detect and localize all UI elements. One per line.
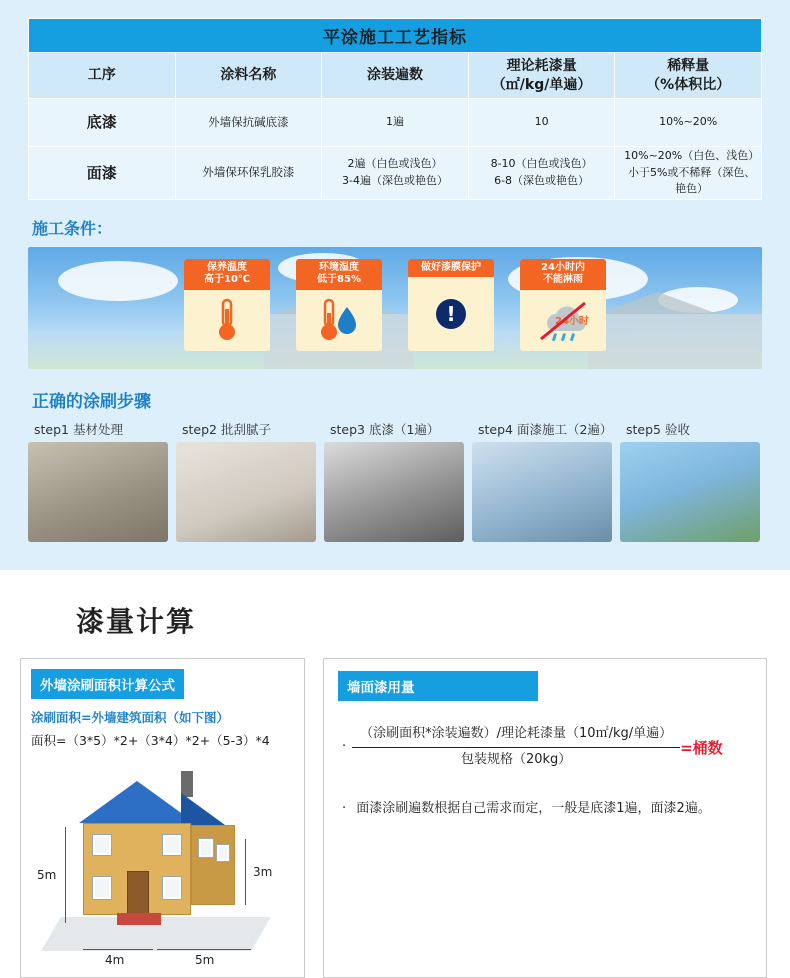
window — [163, 835, 181, 855]
col-header-consumption-line1: 理论耗漆量 — [506, 57, 577, 74]
exclamation-icon — [436, 277, 466, 351]
condition-caption — [184, 259, 270, 290]
spec-table — [28, 18, 762, 200]
col-header-dilution — [615, 53, 762, 99]
step-image-3-primer — [324, 442, 464, 542]
col-header-process: 工序 — [29, 53, 176, 99]
dim-bottom-width: 5m — [195, 953, 215, 967]
steps-image-row — [28, 442, 762, 542]
col-header-dilution-line1: 稀释量 — [667, 57, 710, 74]
cell-consumption-primer: 10 — [468, 99, 615, 147]
formula-result: =桶数 — [680, 738, 723, 757]
calc-title: 漆量计算 — [76, 605, 197, 638]
paint-quantity-box — [323, 658, 767, 978]
table-title-row — [29, 19, 762, 53]
cell-consumption-topcoat-line2: 6-8（深色或艳色） — [494, 173, 590, 187]
cell-name-primer: 外墙保抗碱底漆 — [175, 99, 322, 147]
cell-process-topcoat: 面漆 — [29, 147, 176, 200]
roof-front — [79, 781, 195, 823]
area-formula-dark: 面积=（3*5）*2+（3*4）*2+（5-3）*4 — [31, 733, 270, 748]
steps-label-row — [28, 420, 762, 438]
paint-quantity-head: 墙面漆用量 — [338, 671, 538, 701]
window — [163, 877, 181, 899]
cell-consumption-topcoat — [468, 147, 615, 200]
window — [93, 835, 111, 855]
condition-card-temperature — [184, 259, 270, 351]
entry-steps — [117, 913, 161, 925]
roof-side — [181, 793, 225, 825]
cell-dilution-topcoat-line1: 10%~20%（白色、浅色） — [624, 149, 760, 162]
table-title: 平涂施工工艺指标 — [29, 19, 762, 53]
conditions-heading: 施工条件： — [32, 218, 113, 238]
formula-fraction — [352, 724, 680, 771]
conditions-banner — [28, 247, 762, 369]
step-label-4: step4 面漆施工（2遍） — [478, 421, 613, 437]
step-image-1-substrate — [28, 442, 168, 542]
condition-caption — [296, 259, 382, 290]
condition-caption-line2: 不能淋雨 — [543, 274, 583, 285]
bullet-marker: · — [342, 800, 347, 816]
step-image-4-topcoat — [472, 442, 612, 542]
dim-line-right — [245, 839, 246, 905]
condition-caption-line2: 低于85% — [317, 274, 361, 285]
dim-line-front — [83, 949, 153, 950]
condition-caption-line1: 做好漆膜保护 — [421, 261, 481, 273]
col-header-coats: 涂装遍数 — [322, 53, 469, 99]
no-rain-badge-text: 24小时 — [555, 316, 589, 327]
formula-numerator: （涂刷面积*涂装遍数）/理论耗漆量（10㎡/kg/单遍） — [352, 724, 680, 748]
dim-left-height: 5m — [37, 868, 57, 882]
table-row — [29, 99, 762, 147]
col-header-consumption — [468, 53, 615, 99]
window — [93, 877, 111, 899]
door — [127, 871, 149, 915]
area-formula-box — [20, 658, 305, 978]
cell-dilution-topcoat — [615, 147, 762, 200]
cell-consumption-topcoat-line1: 8-10（白色或浅色） — [490, 157, 593, 171]
condition-card-no-rain — [520, 259, 606, 351]
dim-right-height: 3m — [253, 865, 273, 879]
condition-caption-line2: 高于10℃ — [203, 274, 251, 285]
cell-dilution-primer: 10%~20% — [615, 99, 762, 147]
col-header-dilution-line2: （%体积比） — [646, 76, 731, 93]
thermometer-icon — [214, 290, 240, 351]
condition-caption — [408, 259, 494, 278]
step-label-3: step3 底漆（1遍） — [330, 421, 440, 437]
exclamation-badge: ! — [436, 299, 466, 329]
paint-quantity-note-row — [342, 797, 752, 820]
dim-line-bottom — [157, 949, 251, 950]
bullet-marker: · — [342, 738, 347, 754]
no-rain-icon — [535, 290, 591, 351]
condition-card-humidity — [296, 259, 382, 351]
table-row — [29, 147, 762, 200]
cell-process-primer: 底漆 — [29, 99, 176, 147]
condition-caption-line1: 保养温度 — [207, 261, 247, 273]
step-image-2-putty — [176, 442, 316, 542]
house-diagram — [31, 753, 296, 968]
step-image-5-acceptance — [620, 442, 760, 542]
cell-dilution-topcoat-line2: 小于5%或不稀释（深色、 — [627, 165, 756, 179]
condition-caption — [520, 259, 606, 290]
calc-boxes — [20, 658, 770, 978]
paint-quantity-formula — [342, 724, 752, 771]
calculation-panel — [0, 570, 790, 978]
step-label-5: step5 验收 — [626, 421, 690, 437]
cell-coats-topcoat — [322, 147, 469, 200]
humidity-icon — [319, 290, 359, 351]
step-label-1: step1 基材处理 — [34, 421, 123, 437]
dim-line-left — [65, 827, 66, 923]
cell-coats-topcoat-line1: 2遍（白色或浅色） — [347, 157, 443, 171]
col-header-consumption-line2: （㎡/kg/单遍） — [491, 76, 592, 93]
dim-front-width: 4m — [105, 953, 125, 967]
window — [217, 845, 229, 861]
step-label-2: step2 批刮腻子 — [182, 421, 271, 437]
cell-coats-topcoat-line2: 3-4遍（深色或艳色） — [342, 173, 448, 187]
cell-coats-primer: 1遍 — [322, 99, 469, 147]
window — [199, 839, 213, 857]
condition-caption-line1: 24小时内 — [541, 261, 585, 273]
cell-dilution-topcoat-line3: 艳色） — [675, 182, 709, 195]
table-header-row — [29, 53, 762, 99]
area-formula-blue: 涂刷面积=外墙建筑面积（如下图） — [31, 710, 229, 725]
paint-quantity-note: 面漆涂刷遍数根据自己需求而定，一般是底漆1遍，面漆2遍。 — [356, 800, 711, 816]
steps-heading: 正确的涂刷步骤 — [32, 391, 151, 412]
conditions-card-row — [28, 259, 762, 359]
condition-card-film-protection — [408, 259, 494, 351]
cell-name-topcoat: 外墙保环保乳胶漆 — [175, 147, 322, 200]
wall-side — [191, 825, 235, 905]
area-formula-head: 外墙涂刷面积计算公式 — [31, 669, 184, 699]
col-header-paint-name: 涂料名称 — [175, 53, 322, 99]
condition-caption-line1: 环境湿度 — [319, 261, 359, 273]
formula-denominator: 包装规格（20kg） — [460, 751, 572, 767]
